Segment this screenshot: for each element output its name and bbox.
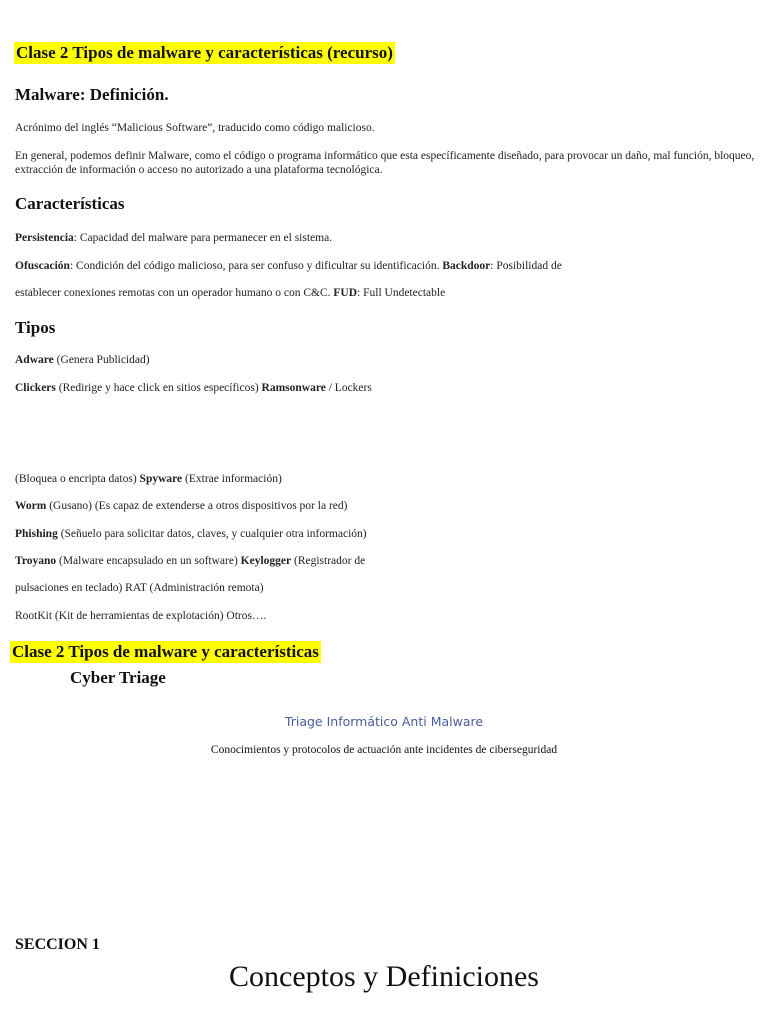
fud-desc: : Full Undetectable [357, 287, 446, 299]
troyano-desc: (Malware encapsulado en un software) [56, 555, 241, 567]
clickers-term: Clickers [15, 382, 56, 394]
page-title-highlight: Clase 2 Tipos de malware y características (recurso) [16, 43, 393, 62]
conceptos-heading: Conceptos y Definiciones [229, 960, 539, 993]
worm-desc: (Gusano) (Es capaz de extenderse a otros dispositivos por la red) [46, 500, 348, 512]
phishing-desc: (Señuelo para solicitar datos, claves, y cualquier otra información) [57, 528, 367, 540]
phishing-line [15, 527, 367, 541]
ofuscacion-desc: : Condición del código malicioso, para ser confuso y dificultar su identificación. [69, 260, 443, 272]
section-title-highlight: Clase 2 Tipos de malware y características [12, 642, 319, 661]
persistencia-desc: : Capacidad del malware para permanecer en el sistema. [73, 232, 333, 244]
ofuscacion-line [15, 259, 562, 273]
ofuscacion-term: Ofuscación [15, 260, 70, 272]
clickers-line [15, 381, 372, 395]
triage-link-text[interactable]: Triage Informático Anti Malware [284, 714, 484, 729]
rootkit-line: RootKit (Kit de herramientas de explotación) Otros…. [15, 610, 267, 622]
keylogger-desc: (Registrador de [291, 555, 366, 567]
keylogger-term: Keylogger [240, 555, 292, 567]
spyware-term: Spyware [139, 473, 183, 485]
fud-term: FUD [333, 287, 358, 299]
conocimientos-text: Conocimientos y protocolos de actuación ante incidentes de ciberseguridad [210, 744, 558, 756]
phishing-term: Phishing [15, 528, 58, 540]
backdoor-continuation-line [15, 286, 445, 300]
spyware-desc: (Extrae información) [182, 473, 282, 485]
adware-term: Adware [15, 354, 54, 366]
ransomware-desc: / Lockers [325, 382, 372, 394]
persistencia-line [15, 231, 332, 245]
troyano-term: Troyano [15, 555, 57, 567]
malware-definition-heading: Malware: Definición. [15, 85, 169, 104]
ransomware-term: Ramsonware [261, 382, 326, 394]
backdoor-term: Backdoor [442, 260, 491, 272]
tipos-heading: Tipos [15, 318, 56, 337]
cyber-triage-heading: Cyber Triage [70, 668, 166, 687]
backdoor-cont: establecer conexiones remotas con un operador humano o con C&C. [15, 287, 334, 299]
bloquea-text: (Bloquea o encripta datos) [15, 473, 140, 485]
adware-line [15, 353, 150, 367]
persistencia-term: Persistencia [15, 232, 74, 244]
caracteristicas-heading: Características [15, 194, 125, 213]
pulsaciones-line: pulsaciones en teclado) RAT (Administración remota) [15, 582, 264, 594]
worm-line [15, 499, 347, 513]
worm-term: Worm [15, 500, 47, 512]
troyano-line [15, 554, 365, 568]
clickers-desc: (Redirige y hace click en sitios específicos) [55, 382, 262, 394]
backdoor-desc: : Posibilidad de [490, 260, 562, 272]
acronym-text: Acrónimo del inglés “Malicious Software”, traducido como código malicioso. [15, 122, 375, 134]
general-definition-text: En general, podemos definir Malware, como el código o programa informático que esta específicamente diseñado, para provocar un daño, mal función, bloqueo, extracción de información o acceso no autorizado a una plataforma tecnológica. [15, 150, 755, 176]
seccion-label: SECCION 1 [15, 936, 100, 953]
adware-desc: (Genera Publicidad) [53, 354, 150, 366]
bloquea-line [15, 472, 282, 486]
